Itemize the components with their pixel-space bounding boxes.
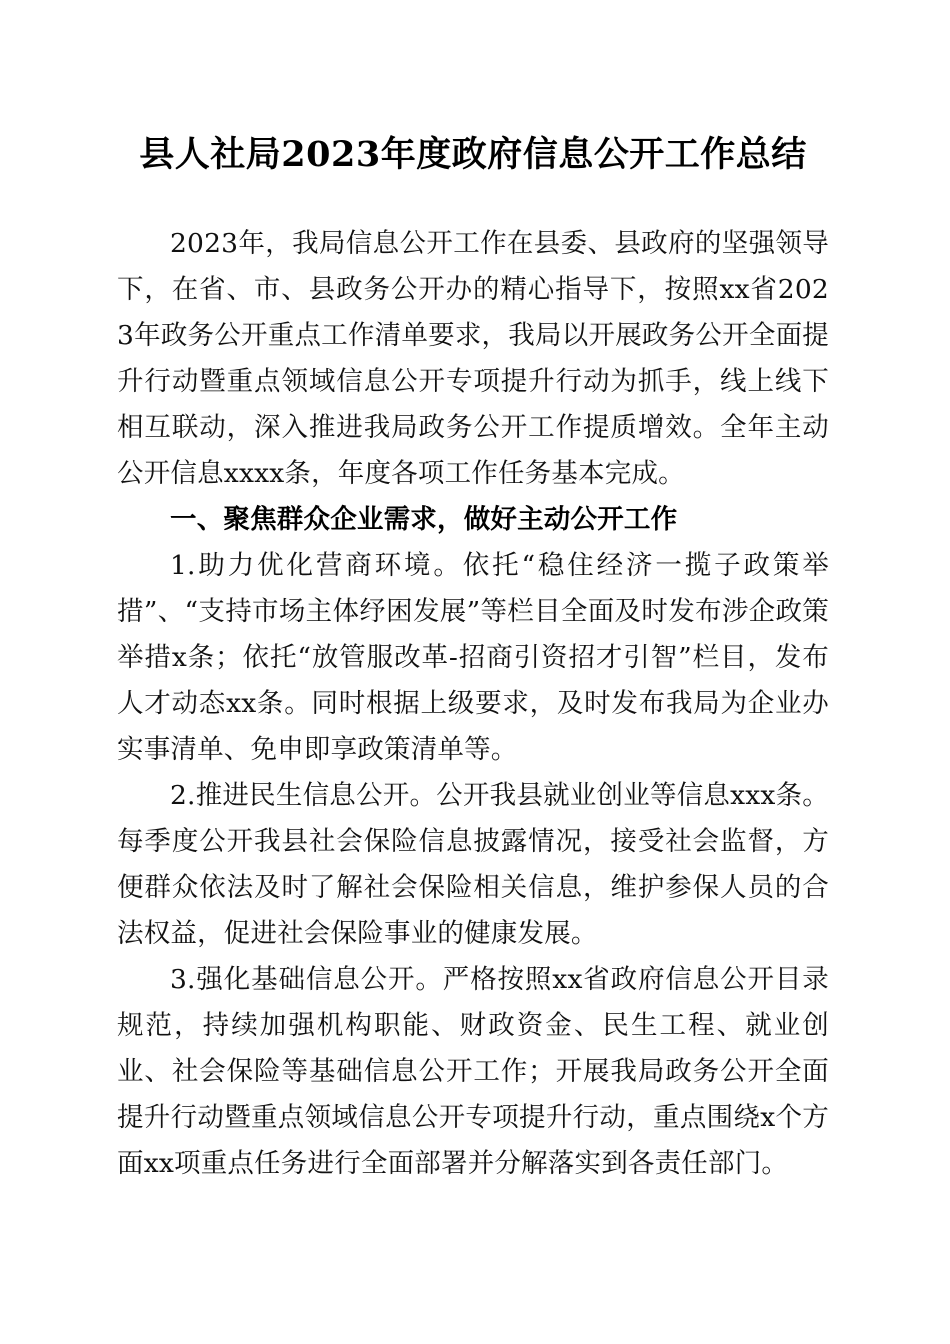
item-1-paragraph: 1.助力优化营商环境。依托“稳住经济一揽子政策举措”、“支持市场主体纾困发展”等栏目全面及时发布涉企政策举措x条；依托“放管服改革-招商引资招才引智”栏目，发布人才动态xx条。同时根据上级要求，及时发布我局为企业办实事清单、免申即享政策清单等。 <box>117 550 829 765</box>
item-3-paragraph: 3.强化基础信息公开。严格按照xx省政府信息公开目录规范，持续加强机构职能、财政资金、民生工程、就业创业、社会保险等基础信息公开工作；开展我局政务公开全面提升行动暨重点领域信息公开专项提升行动，重点围绕x个方面xx项重点任务进行全面部署并分解落实到各责任部门。 <box>117 964 829 1179</box>
item-2-paragraph: 2.推进民生信息公开。公开我县就业创业等信息xxx条。每季度公开我县社会保险信息披露情况，接受社会监督，方便群众依法及时了解社会保险相关信息，维护参保人员的合法权益，促进社会保险事业的健康发展。 <box>117 780 829 949</box>
document-body <box>117 0 829 1187</box>
intro-paragraph: 2023年，我局信息公开工作在县委、县政府的坚强领导下，在省、市、县政务公开办的精心指导下，按照xx省2023年政务公开重点工作清单要求，我局以开展政务公开全面提升行动暨重点领域信息公开专项提升行动为抓手，线上线下相互联动，深入推进我局政务公开工作提质增效。全年主动公开信息xxxx条，年度各项工作任务基本完成。 <box>117 228 829 489</box>
page-title: 县人社局2023年度政府信息公开工作总结 <box>139 134 807 175</box>
section-heading-1: 一、聚焦群众企业需求，做好主动公开工作 <box>170 504 678 535</box>
